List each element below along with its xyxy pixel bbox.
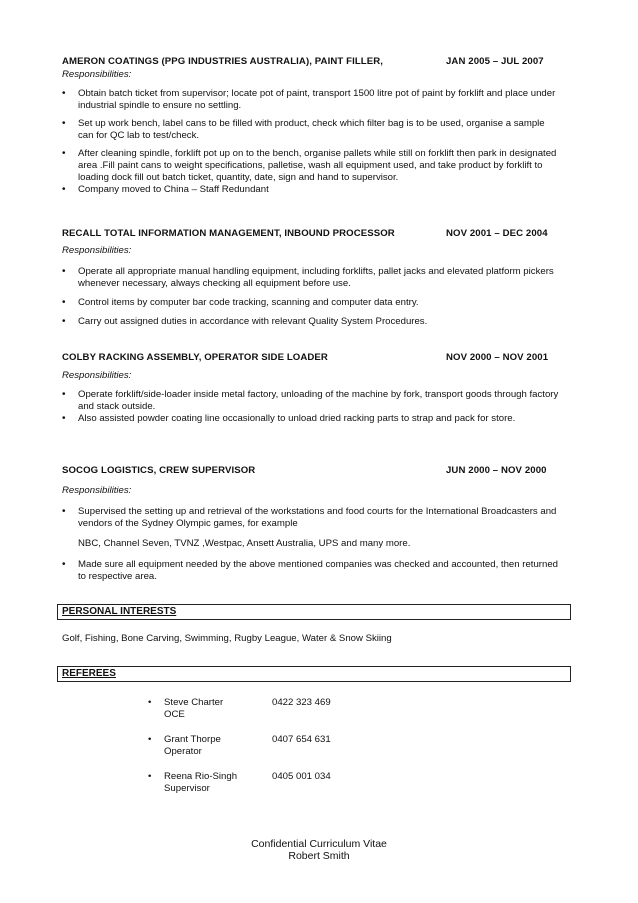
footer-name: Robert Smith (288, 850, 350, 862)
job-header (62, 56, 562, 69)
referee-role: OCE (164, 709, 185, 720)
referee-role: Operator (164, 746, 202, 757)
referee-role: Supervisor (164, 783, 210, 794)
section-header-referees: REFEREES (57, 666, 571, 682)
list-item: • Also assisted powder coating line occasionally to unload dried racking parts to strap and pack for store. (62, 413, 562, 425)
referee-name: Steve Charter (164, 697, 224, 708)
referee-phone: 0407 654 631 (272, 734, 331, 745)
bullet-icon: • (148, 771, 152, 782)
interests-text: Golf, Fishing, Bone Carving, Swimming, Rugby League, Water & Snow Skiing (62, 633, 392, 644)
responsibility-list (62, 389, 562, 425)
job-dates: JAN 2005 – JUL 2007 (446, 56, 544, 67)
list-item: • Company moved to China – Staff Redundant (62, 184, 562, 196)
bullet-icon: • (148, 697, 152, 708)
list-item: • Operate all appropriate manual handling equipment, including forklifts, pallet jacks and elevated platform pickers whenever necessary, always checking all equipment before use. (62, 266, 562, 290)
page-footer (0, 838, 638, 862)
referee-name: Reena Rio-Singh (164, 771, 238, 782)
job-dates: NOV 2000 – NOV 2001 (446, 352, 549, 363)
job-header (62, 228, 562, 241)
responsibilities-label: Responsibilities: (62, 245, 132, 256)
job-dates: NOV 2001 – DEC 2004 (446, 228, 548, 239)
responsibilities-label: Responsibilities: (62, 370, 132, 381)
responsibility-list (62, 88, 562, 196)
referee-phone: 0422 323 469 (272, 697, 331, 708)
list-item: • Operate forklift/side-loader inside metal factory, unloading of the machine by fork, transport goods through factory and stack outside. (62, 389, 562, 413)
list-item: • Supervised the setting up and retrieval of the workstations and food courts for the International Broadcasters and vendors of the Sydney Olympic games, for example (62, 506, 562, 530)
responsibility-list (62, 559, 562, 583)
job-title: RECALL TOTAL INFORMATION MANAGEMENT, INBOUND PROCESSOR (62, 228, 395, 239)
responsibilities-label: Responsibilities: (62, 69, 132, 80)
list-item: • Made sure all equipment needed by the above mentioned companies was checked and accounted, then returned to respective area. (62, 559, 562, 583)
job-ameron (62, 56, 562, 196)
job-title: COLBY RACKING ASSEMBLY, OPERATOR SIDE LOADER (62, 352, 328, 363)
list-item: • Control items by computer bar code tracking, scanning and computer data entry. (62, 297, 562, 309)
client-note: NBC, Channel Seven, TVNZ ,Westpac, Ansett Australia, UPS and many more. (78, 538, 411, 549)
list-item: • After cleaning spindle, forklift pot up on to the bench, organise pallets while still on forklift then park in designated area .Fill paint cans to weight specifications, palletise, wash all equipment used, and take product by forklift to loading dock fill out batch ticket, quantity, date, sign and hand to supervisor. (62, 148, 562, 184)
job-dates: JUN 2000 – NOV 2000 (446, 465, 547, 476)
job-recall (62, 228, 562, 328)
referee-phone: 0405 001 034 (272, 771, 331, 782)
list-item: • Carry out assigned duties in accordance with relevant Quality System Procedures. (62, 316, 562, 328)
section-header-interests: PERSONAL INTERESTS (57, 604, 571, 620)
job-socog (62, 465, 562, 583)
job-header (62, 465, 562, 478)
referee-name: Grant Thorpe (164, 734, 221, 745)
job-title: SOCOG LOGISTICS, CREW SUPERVISOR (62, 465, 256, 476)
list-item: • Set up work bench, label cans to be filled with product, check which filter bag is to be used, organise a sample can for QC lab to test/check. (62, 118, 562, 142)
list-item: • Obtain batch ticket from supervisor; locate pot of paint, transport 1500 litre pot of paint by forklift and place under industrial spindle to ensure no settling. (62, 88, 562, 112)
responsibilities-label: Responsibilities: (62, 485, 132, 496)
job-header (62, 352, 562, 365)
footer-title: Confidential Curriculum Vitae (251, 838, 387, 850)
job-colby (62, 352, 562, 425)
job-title: AMERON COATINGS (PPG INDUSTRIES AUSTRALIA), PAINT FILLER, (62, 56, 384, 67)
responsibility-list (62, 266, 562, 328)
bullet-icon: • (148, 734, 152, 745)
responsibility-list (62, 506, 562, 530)
